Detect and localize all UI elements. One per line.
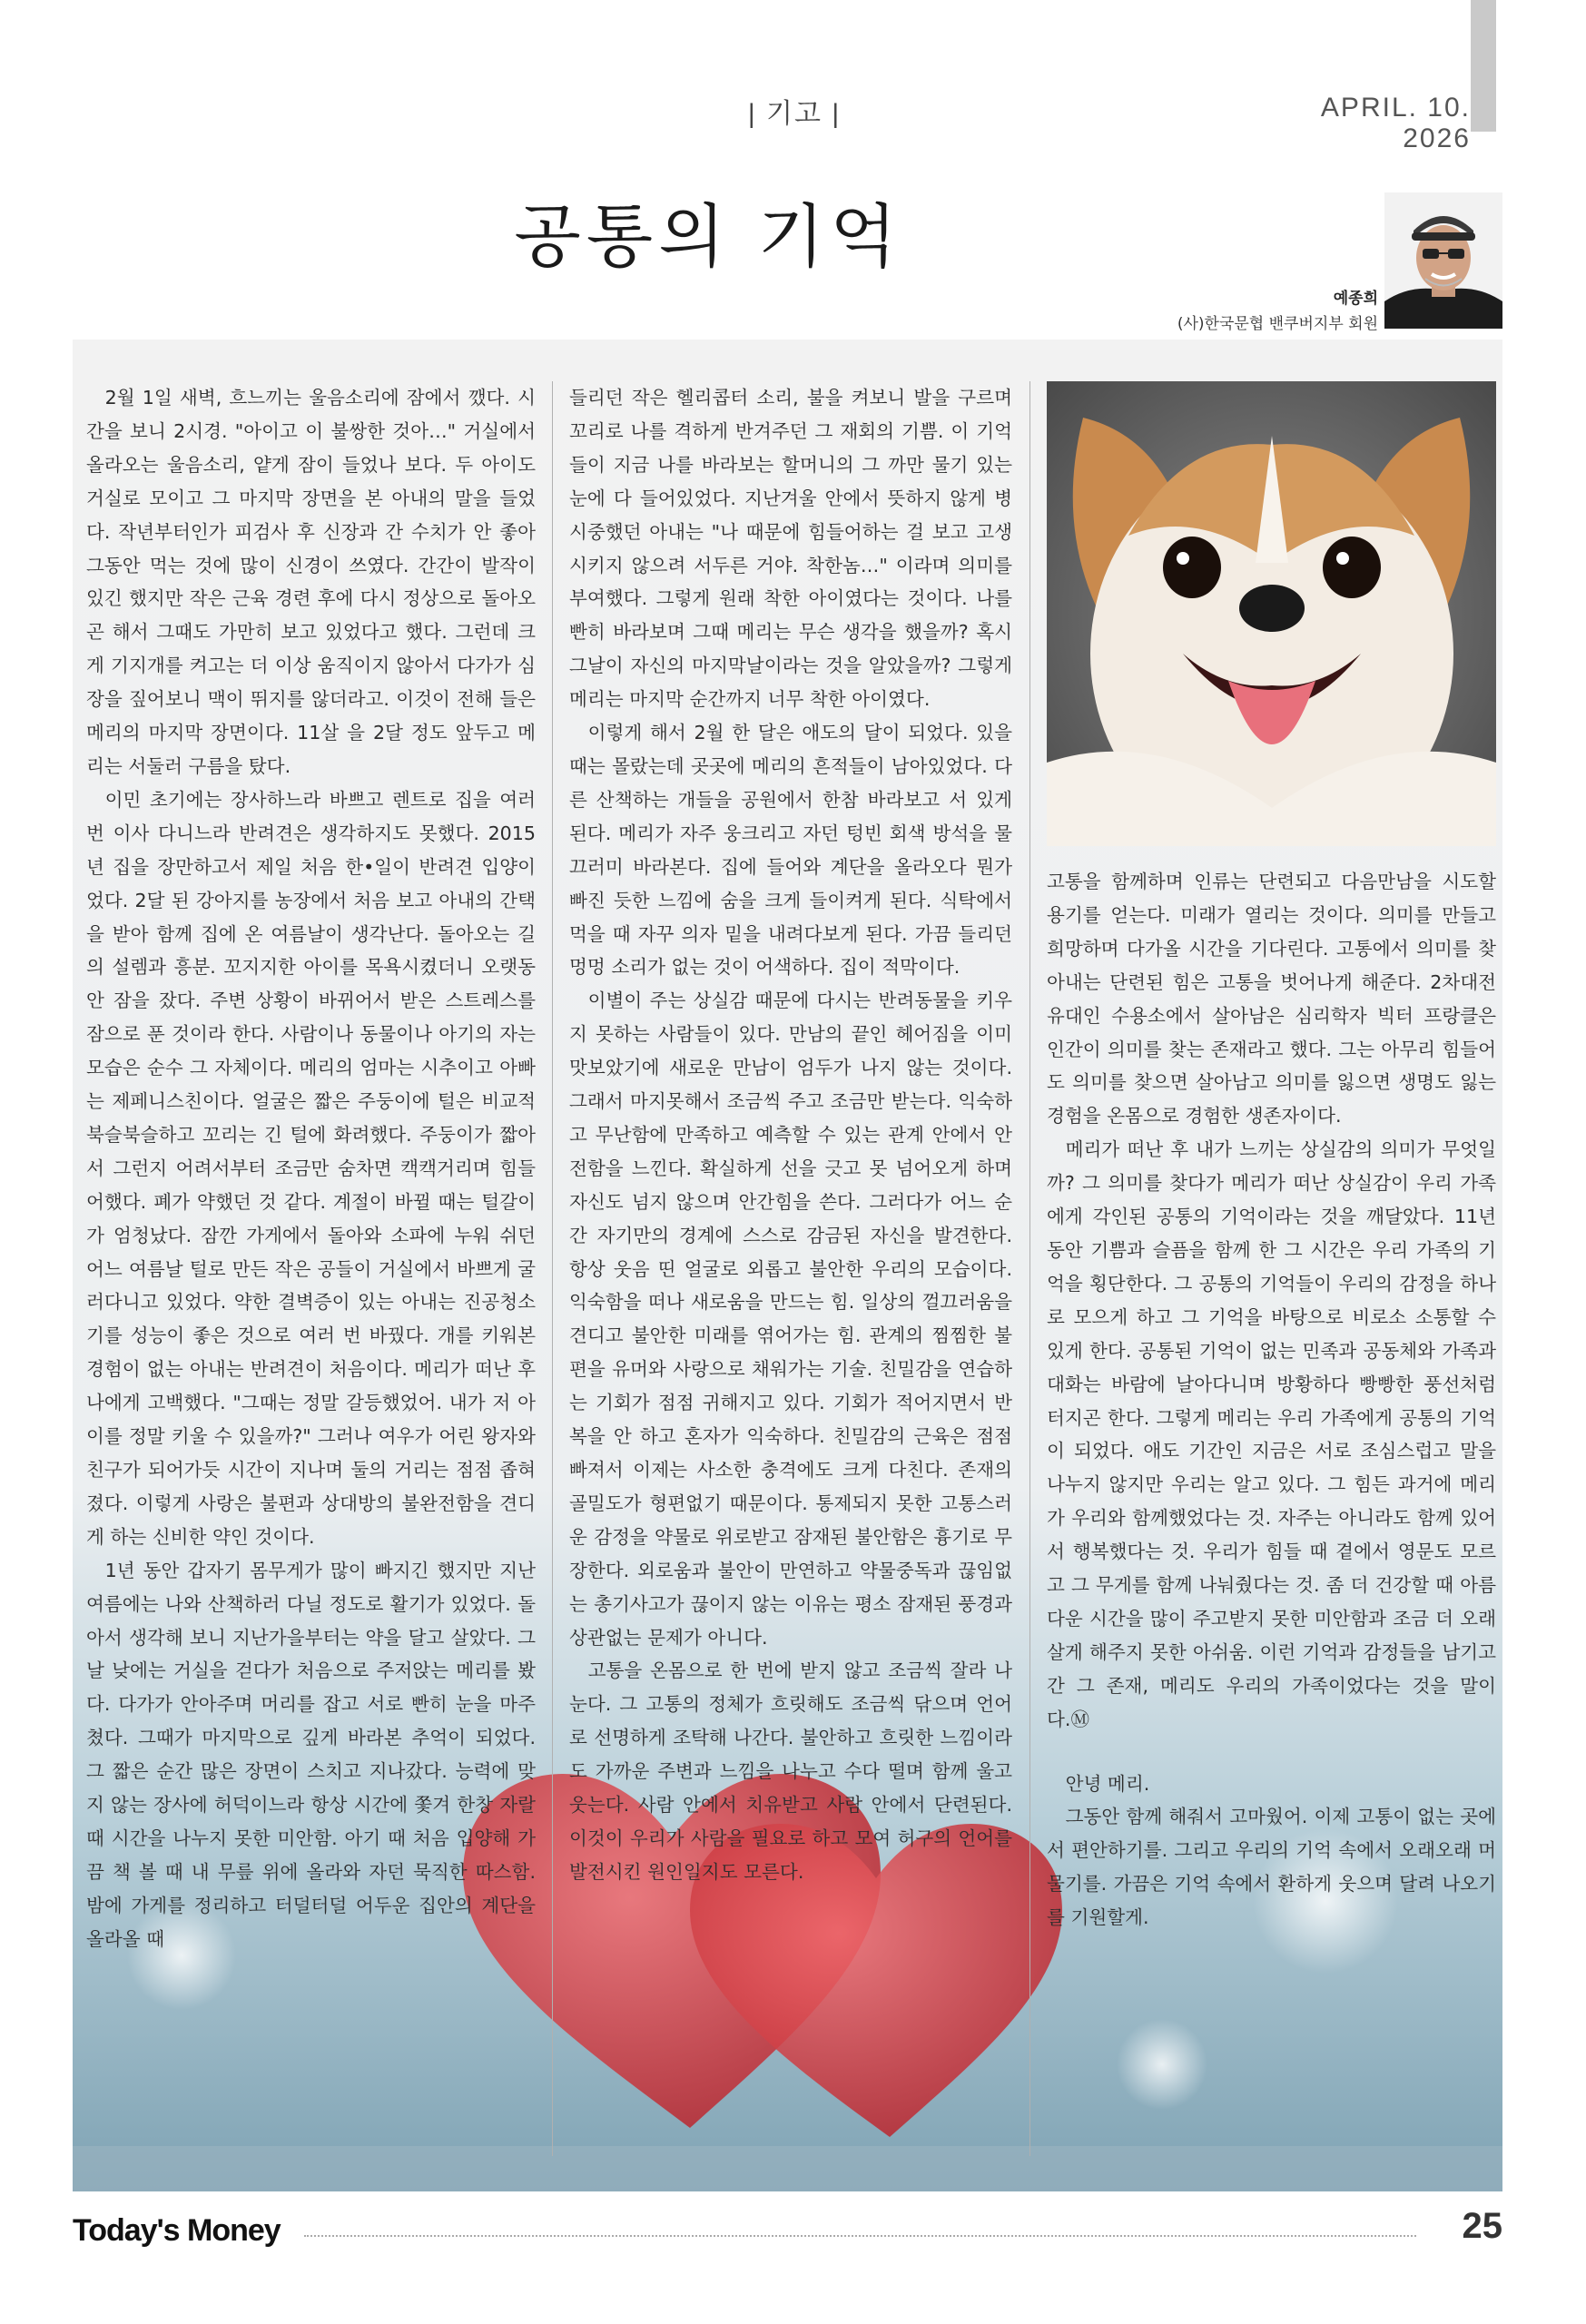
paragraph: 그동안 함께 해줘서 고마웠어. 이제 고통이 없는 곳에서 편안하기를. 그리고 우리의 기억 속에서 오래오래 머물기를. 가끔은 기억 속에서 환하게 웃으며 달려 나오기를 기원할게.: [1047, 1806, 1496, 1929]
section-label: | 기고 |: [747, 99, 842, 129]
paragraph: 이민 초기에는 장사하느라 바쁘고 렌트로 집을 여러 번 이사 다니느라 반려견은 생각하지도 못했다. 2015년 집을 장만하고서 제일 처음 한•일이 반려견 입양이었다. 2달 된 강아지를 농장에서 처음 보고 아내의 간택을 받아 함께 집에 온 여름날이 생각난다. 돌아오는 길의 설렘과 흥분. 꼬지지한 아이를 목욕시켰더니 오랫동안 잠을 잤다. 주변 상황이 바뀌어서 받은 스트레스를 잠으로 푼 것이라 한다. 사람이나 동물이나 아기의 자는 모습은 순수 그 자체이다. 메리의 엄마는 시추이고 아빠는 제페니스친이다. 얼굴은 짧은 주둥이에 털은 비교적 북슬북슬하고 꼬리는 긴 털에 화려했다. 주둥이가 짧아서 그런지 어려서부터 조금만 숨차면 캑캑거리며 힘들어했다. 폐가 약했던 것 같다. 계절이 바뀔 때는 털갈이가 엄청났다. 잠깐 가게에서 돌아와 소파에 누워 쉬던 어느 여름날 털로 만든 작은 공들이 거실에서 바쁘게 굴러다니고 있었다. 약한 결벽증이 있는 아내는 진공청소기를 성능이 좋은 것으로 여러 번 바꿨다. 개를 키워본 경험이 없는 아내는 반려견이 처음이다. 메리가 떠난 후 나에게 고백했다. "그때는 정말 갈등했었어. 내가 저 아이를 정말 키울 수 있을까?" 그러나 여우가 어린 왕자와 친구가 되어가듯 시간이 지나며 둘의 거리는 점점 좁혀졌다. 이렇게 사랑은 불편과 상대방의 불완전함을 견디게 하는 신비한 약인 것이다.: [86, 788, 536, 1548]
article-column-1: [86, 381, 536, 1956]
page-header: [0, 91, 1586, 153]
author-name: 예종희: [1333, 290, 1378, 308]
paragraph: 이별이 주는 상실감 때문에 다시는 반려동물을 키우지 못하는 사람들이 있다. 만남의 끝인 헤어짐을 이미 맛보았기에 새로운 만남이 엄두가 나지 않는 것이다. 그래서 마지못해서 조금씩 주고 조금만 받는다. 익숙하고 무난함에 만족하고 예측할 수 있는 관계 안에서 안전함을 느낀다. 확실하게 선을 긋고 못 넘어오게 하며 자신도 넘지 않으며 안간힘을 쓴다. 그러다가 어느 순간 자기만의 경계에 스스로 감금된 자신을 발견한다. 항상 웃음 띤 얼굴로 외롭고 불안한 우리의 모습이다. 익숙함을 떠나 새로움을 만드는 힘. 일상의 껄끄러움을 견디고 불안한 미래를 엮어가는 힘. 관계의 찜찜한 불편을 유머와 사랑으로 채워가는 기술. 친밀감을 연습하는 기회가 점점 귀해지고 있다. 기회가 적어지면서 반복을 안 하고 혼자가 익숙하다. 친밀감의 근육은 점점 빠져서 이제는 사소한 충격에도 크게 다친다. 존재의 골밀도가 형편없기 때문이다. 통제되지 못한 고통스러운 감정을 약물로 위로받고 잠재된 불안함은 흉기로 무장한다. 외로움과 불안이 만연하고 약물중독과 끊임없는 총기사고가 끊이지 않는 이유는 평소 잠재된 풍경과 상관없는 문제가 아니다.: [569, 990, 1012, 1649]
paragraph: 들리던 작은 헬리콥터 소리, 불을 켜보니 발을 구르며 꼬리로 나를 격하게 반겨주던 그 재회의 기쁨. 이 기억들이 지금 나를 바라보는 할머니의 그 까만 물기 있는 눈에 다 들어있었다. 지난겨울 안에서 뜻하지 않게 병시중했던 아내는 "나 때문에 힘들어하는 걸 보고 고생시키지 않으려 서두른 거야. 착한놈…" 이라며 의미를 부여했다. 그렇게 원래 착한 아이였다는 것이다. 나를 빤히 바라보며 그때 메리는 무슨 생각을 했을까? 혹시 그날이 자신의 마지막날이라는 것을 알았을까? 그렇게 메리는 마지막 순간까지 너무 착한 아이였다.: [569, 387, 1012, 711]
article-column-2: [569, 381, 1012, 1889]
paragraph: 1년 동안 갑자기 몸무게가 많이 빠지긴 했지만 지난 여름에는 나와 산책하러 다닐 정도로 활기가 있었다. 돌아서 생각해 보니 지난가을부터는 약을 달고 살았다. 그날 낮에는 거실을 걷다가 처음으로 주저앉는 메리를 봤다. 다가가 안아주며 머리를 잡고 서로 빤히 눈을 마주쳤다. 그때가 마지막으로 깊게 바라본 추억이 되었다. 그 짧은 순간 많은 장면이 스치고 지나갔다. 능력에 맞지 않는 장사에 허덕이느라 항상 시간에 쫓겨 한창 자랄 때 시간을 나누지 못한 미안함. 아기 때 처음 입양해 가끔 책 볼 때 내 무릎 위에 올라와 자던 묵직한 따스함. 밤에 가게를 정리하고 터덜터덜 어두운 집안의 계단을 올라올 때: [86, 1559, 536, 1950]
footer-divider: [304, 2235, 1416, 2237]
magazine-logo: Today's Money: [73, 2213, 281, 2248]
article-column-3: [1047, 865, 1496, 1935]
paragraph: 고통을 온몸으로 한 번에 받지 않고 조금씩 잘라 나눈다. 그 고통의 정체가 흐릿해도 조금씩 닦으며 언어로 선명하게 조탁해 나간다. 불안하고 흐릿한 느낌이라도 가까운 주변과 느낌을 나누고 수다 떨며 함께 울고 웃는다. 사람 안에서 치유받고 사람 안에서 단련된다. 이것이 우리가 사람을 필요로 하고 모여 허구의 언어를 발전시킨 원인일지도 모른다.: [569, 1659, 1012, 1883]
article-title: 공통의 기억: [514, 196, 902, 277]
paragraph: 이렇게 해서 2월 한 달은 애도의 달이 되었다. 있을 때는 몰랐는데 곳곳에 메리의 흔적들이 남아있었다. 다른 산책하는 개들을 공원에서 한참 바라보고 서 있게 된다. 메리가 자주 웅크리고 자던 텅빈 회색 방석을 물끄러미 바라본다. 집에 들어와 계단을 올라오다 뭔가 빠진 듯한 느낌에 숨을 크게 들이켜게 된다. 식탁에서 먹을 때 자꾸 의자 밑을 내려다보게 된다. 가끔 들리던 멍멍 소리가 없는 것이 어색하다. 집이 적막이다.: [569, 722, 1012, 979]
author-affiliation: (사)한국문협 밴쿠버지부 회원: [1177, 315, 1378, 333]
paragraph: 메리가 떠난 후 내가 느끼는 상실감의 의미가 무엇일까? 그 의미를 찾다가 메리가 떠난 상실감이 우리 가족에게 각인된 공통의 기억이라는 것을 깨달았다. 11년 동안 기쁨과 슬픔을 함께 한 그 시간은 우리 가족의 기억을 횡단한다. 그 공통의 기억들이 우리의 감정을 하나로 모으게 하고 그 기억을 바탕으로 비로소 소통할 수 있게 한다. 공통된 기억이 없는 민족과 공동체와 가족과 대화는 바람에 날아다니며 방황하다 빵빵한 풍선처럼 터지곤 한다. 그렇게 메리는 우리 가족에게 공통의 기억이 되었다. 애도 기간인 지금은 서로 조심스럽고 말을 나누지 않지만 우리는 알고 있다. 그 힘든 과거에 메리가 우리와 함께했었다는 것. 자주는 아니라도 함께 있어서 행복했다는 것. 우리가 힘들 때 곁에서 영문도 모르고 그 무게를 함께 나눠줬다는 것. 좀 더 건강할 때 아름다운 시간을 많이 주고받지 못한 미안함과 조금 더 오래 살게 해주지 못한 아쉬움. 이런 기억과 감정들을 남기고 간 그 존재, 메리도 우리의 가족이었다는 것을 말이다.Ⓜ: [1047, 1138, 1496, 1730]
author-portrait-icon: [1384, 192, 1502, 329]
paragraph: 고통을 함께하며 인류는 단련되고 다음만남을 시도할 용기를 얻는다. 미래가 열리는 것이다. 의미를 만들고 희망하며 다가올 시간을 기다린다. 고통에서 의미를 찾아내는 단련된 힘은 고통을 벗어나게 해준다. 2차대전 유대인 수용소에서 살아남은 심리학자 빅터 프랑클은 인간이 의미를 찾는 존재라고 했다. 그는 아무리 힘들어도 의미를 찾으면 살아남고 의미를 잃으면 생명도 잃는 경험을 온몸으로 경험한 생존자이다.: [1047, 871, 1496, 1128]
column-divider: [552, 381, 553, 2156]
farewell-greeting: 안녕 메리.: [1065, 1772, 1150, 1795]
column-divider: [1029, 381, 1030, 2156]
issue-date: APRIL. 10. 2026: [1320, 93, 1471, 153]
page-number: 25: [1462, 2206, 1502, 2246]
paragraph: 2월 1일 새벽, 흐느끼는 울음소리에 잠에서 깼다. 시간을 보니 2시경. "아이고 이 불쌍한 것아…" 거실에서 올라오는 울음소리, 얕게 잠이 들었나 보다. 두 아이도 거실로 모이고 그 마지막 장면을 본 아내의 말을 들었다. 작년부터인가 피검사 후 신장과 간 수치가 안 좋아 그동안 먹는 것에 많이 신경이 쓰였다. 간간이 발작이 있긴 했지만 작은 근육 경련 후에 다시 정상으로 돌아오곤 해서 그때도 가만히 보고 있었다고 했다. 그런데 크게 기지개를 켜고는 더 이상 움직이지 않아서 다가가 심장을 짚어보니 맥이 뛰지를 않더라고. 이것이 전해 들은 메리의 마지막 장면이다. 11살 을 2달 정도 앞두고 메리는 서둘러 구름을 탔다.: [86, 387, 536, 777]
dog-portrait-icon: [1047, 381, 1496, 846]
